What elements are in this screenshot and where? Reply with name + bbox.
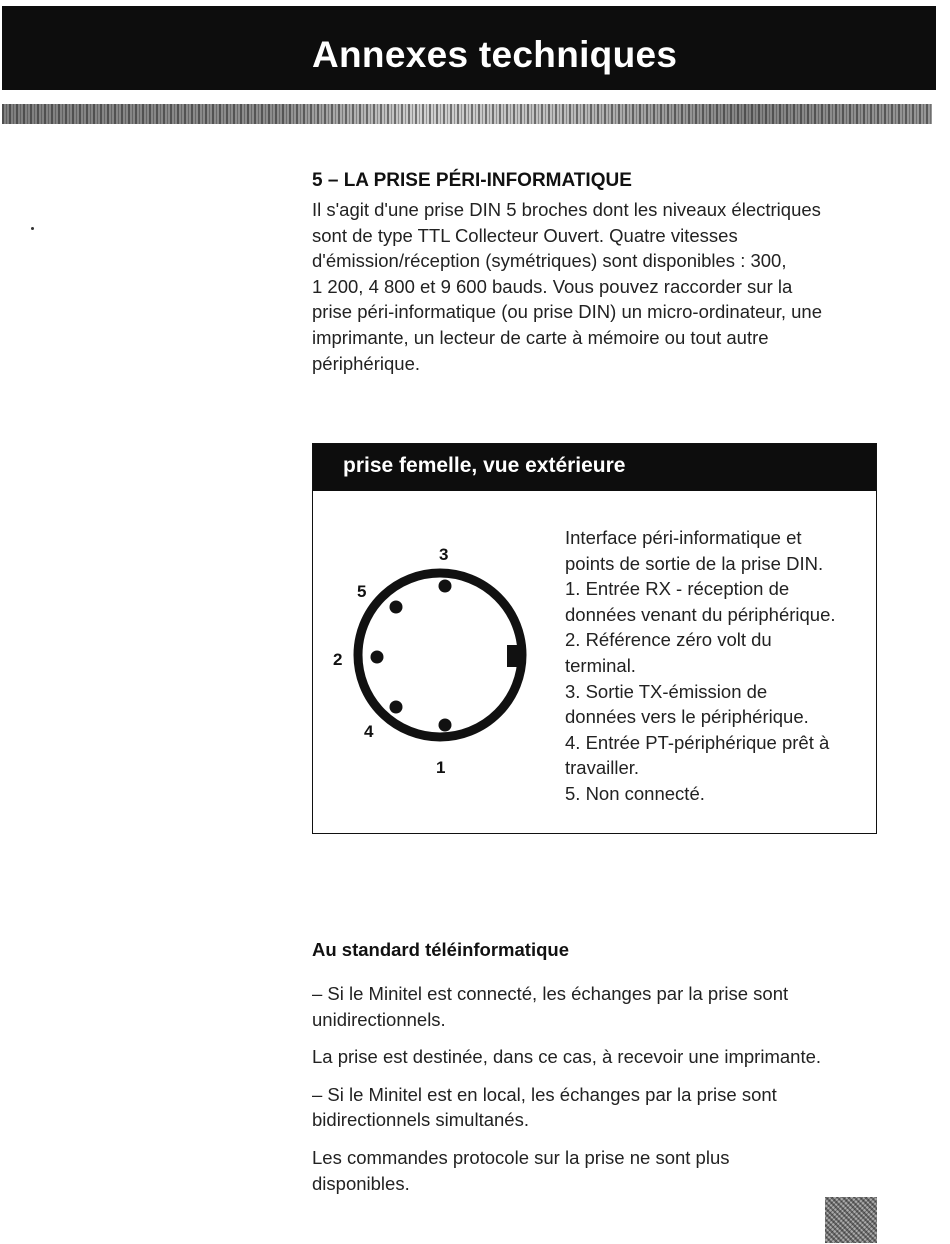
legend-line: données vers le périphérique.: [565, 706, 809, 728]
pin-4-dot: [390, 701, 403, 714]
legend-line: 2. Référence zéro volt du: [565, 629, 772, 651]
standard-paragraph: [312, 981, 902, 1032]
header-bar: [2, 6, 936, 90]
standard-body: [312, 981, 902, 1208]
standard-heading: Au standard téléinformatique: [312, 939, 569, 960]
body-line: Il s'agit d'une prise DIN 5 broches dont les niveaux électriques: [312, 199, 821, 220]
panel-title: prise femelle, vue extérieure: [343, 454, 626, 477]
stray-print-mark: [31, 227, 34, 230]
page-number-corner-tab: [825, 1197, 877, 1243]
section-heading: 5 – LA PRISE PÉRI-INFORMATIQUE: [312, 170, 632, 191]
din-key-notch: [507, 645, 525, 667]
body-line: périphérique.: [312, 352, 420, 374]
legend-line: Interface péri-informatique et: [565, 527, 802, 548]
body-line: imprimante, un lecteur de carte à mémoire ou tout autre: [312, 326, 769, 348]
pin-2-dot: [371, 651, 384, 664]
pin-4-label: 4: [364, 722, 374, 741]
legend-line: 4. Entrée PT-périphérique prêt à: [565, 731, 830, 753]
legend-line: 1. Entrée RX - réception de: [565, 578, 790, 600]
standard-line: bidirectionnels simultanés.: [312, 1109, 529, 1131]
pin-5-label: 5: [357, 582, 367, 601]
legend-line: données venant du périphérique.: [565, 603, 836, 625]
pin-3-label: 3: [439, 545, 449, 564]
body-line: sont de type TTL Collecteur Ouvert. Quatre vitesses: [312, 224, 738, 246]
legend-line: travailler.: [565, 757, 640, 779]
pin-1-label: 1: [436, 758, 446, 775]
standard-line: Les commandes protocole sur la prise ne sont plus: [312, 1146, 730, 1168]
body-line: d'émission/réception (symétriques) sont disponibles : 300,: [312, 250, 787, 272]
body-line: 1 200, 4 800 et 9 600 bauds. Vous pouvez raccorder sur la: [312, 275, 793, 297]
pin-5-dot: [390, 601, 403, 614]
pin-2-label: 2: [333, 650, 343, 669]
standard-line: La prise est destinée, dans ce cas, à recevoir une imprimante.: [312, 1046, 822, 1068]
pin-legend: [565, 525, 870, 807]
legend-line: points de sortie de la prise DIN.: [565, 552, 824, 574]
standard-line: – Si le Minitel est en local, les échanges par la prise sont: [312, 1083, 777, 1105]
decorative-texture-band: [2, 104, 932, 124]
legend-line: terminal.: [565, 654, 636, 676]
pin-3-dot: [439, 580, 452, 593]
standard-paragraph: [312, 1044, 902, 1070]
body-line: prise péri-informatique (ou prise DIN) un micro-ordinateur, une: [312, 301, 822, 323]
standard-line: unidirectionnels.: [312, 1008, 446, 1030]
legend-line: 3. Sortie TX-émission de: [565, 680, 768, 702]
pin-1-dot: [439, 719, 452, 732]
legend-line: 5. Non connecté.: [565, 782, 705, 804]
standard-line: disponibles.: [312, 1172, 410, 1194]
page-title: Annexes techniques: [312, 34, 678, 75]
din-connector-diagram: [320, 535, 550, 775]
panel-header: [313, 444, 876, 491]
standard-paragraph: [312, 1082, 902, 1133]
section-body: [312, 197, 892, 376]
standard-line: – Si le Minitel est connecté, les échanges par la prise sont: [312, 983, 789, 1004]
standard-paragraph: [312, 1145, 902, 1196]
